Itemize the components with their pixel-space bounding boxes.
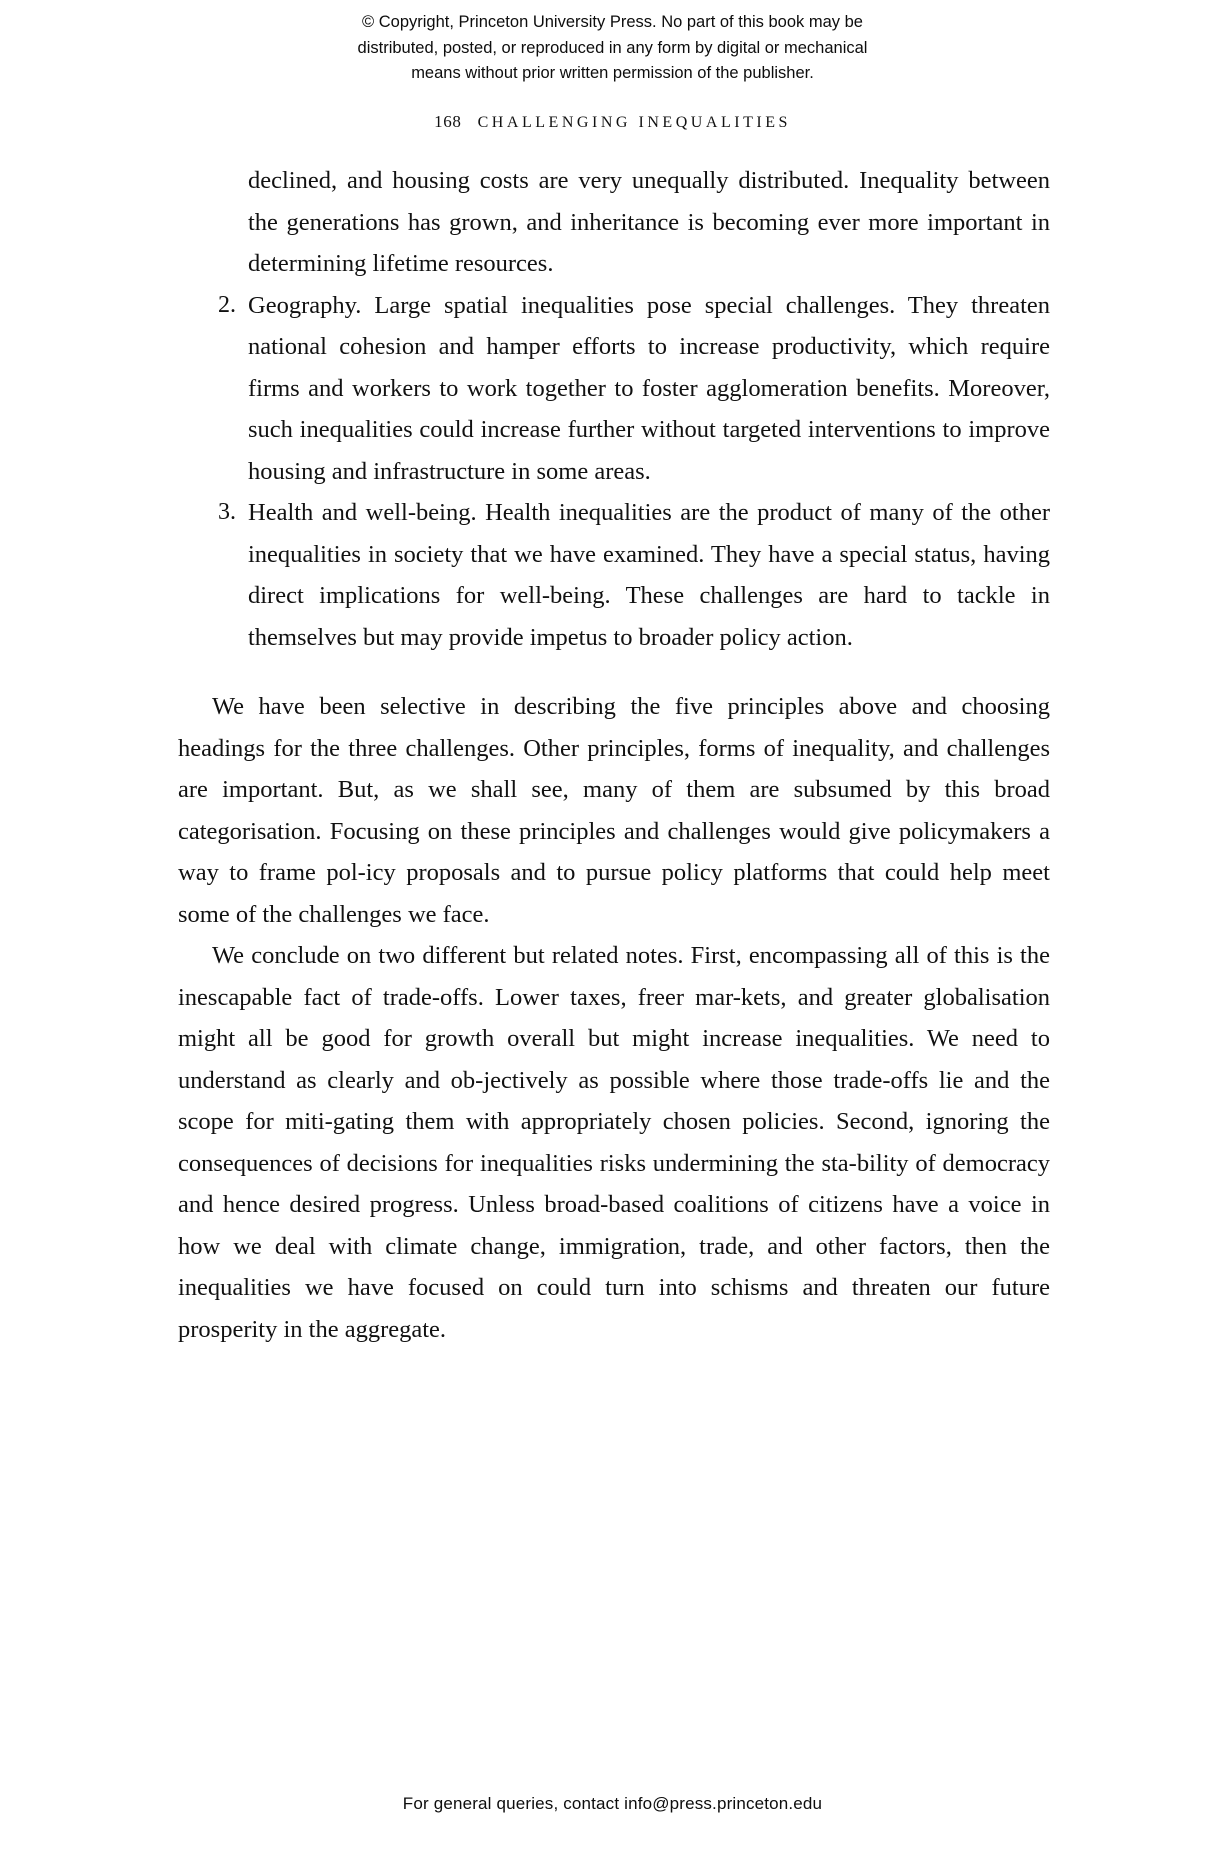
list-item-number: 3. xyxy=(218,499,236,525)
numbered-challenges-list xyxy=(178,285,1050,659)
list-item-text: Health and well-being. Health inequalities are the product of many of the other inequalities in society that we have examined. They have a special status, having direct implications for well-being. These challenges are hard to tackle in themselves but may provide impetus to broader policy action. xyxy=(248,499,1050,651)
list-item-text: Geography. Large spatial inequalities pose special challenges. They threaten national cohesion and hamper efforts to increase productivity, which require firms and workers to work together to foster agglomeration benefits. Moreover, such inequalities could increase further without targeted interventions to improve housing and infrastructure in some areas. xyxy=(248,291,1050,485)
page-number: 168 xyxy=(434,112,462,131)
list-item xyxy=(178,492,1050,658)
list-item xyxy=(178,285,1050,493)
body-paragraph-1: We have been selective in describing the five principles above and choosing headings for the three challenges. Other principles, forms of inequality, and challenges are important. But, as we shall see, many of them are subsumed by this broad categorisation. Focusing on these principles and challenges would give policymakers a way to frame pol-icy proposals and to pursue policy platforms that could help meet some of the challenges we face. xyxy=(178,693,1050,928)
running-head xyxy=(0,112,1225,132)
copyright-line-3: means without prior written permission of the publisher. xyxy=(411,64,814,83)
page-textblock xyxy=(178,160,1050,1350)
list-item-number: 2. xyxy=(218,291,236,318)
copyright-notice xyxy=(0,10,1225,87)
page-footer: For general queries, contact info@press.princeton.edu xyxy=(402,1794,823,1813)
copyright-line-2: distributed, posted, or reproduced in any form by digital or mechanical xyxy=(357,38,868,57)
copyright-line-1: © Copyright, Princeton University Press. No part of this book may be xyxy=(362,13,863,31)
continued-paragraph: declined, and housing costs are very unequally distributed. Inequality between the generations has grown, and inheritance is becoming ever more important in determining lifetime resources. xyxy=(248,167,1050,277)
body-paragraph-2: We conclude on two different but related notes. First, encompassing all of this is the inescapable fact of trade-offs. Lower taxes, freer mar-kets, and greater globalisation might all be good for growth overall but might increase inequalities. We need to understand as clearly and ob-jectively as possible where those trade-offs lie and the scope for miti-gating them with appropriately chosen policies. Second, ignoring the consequences of decisions for inequalities risks undermining the sta-bility of democracy and hence desired progress. Unless broad-based coalitions of citizens have a voice in how we deal with climate change, immigration, trade, and other factors, then the inequalities we have focused on could turn into schisms and threaten our future prosperity in the aggregate. xyxy=(178,942,1050,1343)
chapter-title: CHALLENGING INEQUALITIES xyxy=(477,114,791,131)
paragraph-spacer xyxy=(178,658,1050,686)
